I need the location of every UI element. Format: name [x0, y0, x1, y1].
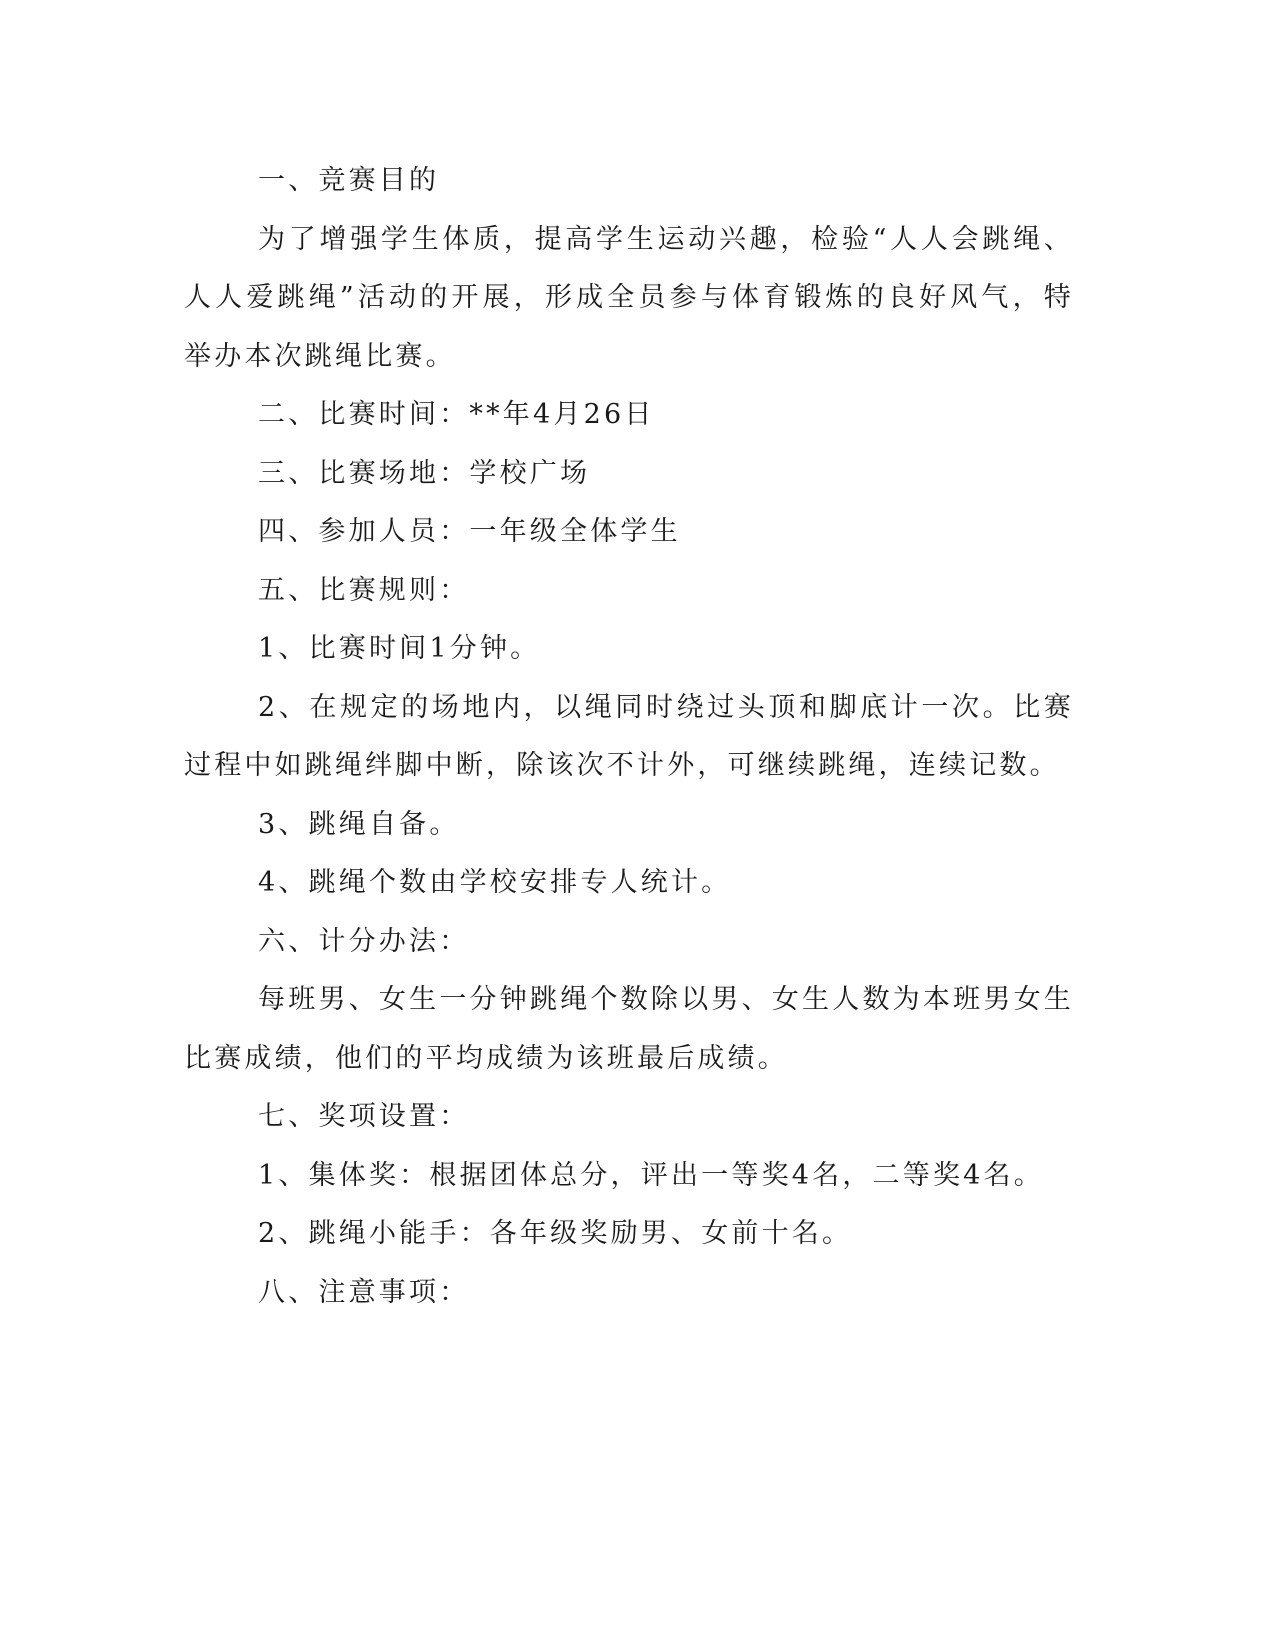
- rule-item-3: 3、跳绳自备。: [258, 808, 460, 840]
- heading-venue: 三、比赛场地：学校广场: [258, 457, 591, 489]
- award-item-2: 2、跳绳小能手：各年级奖励男、女前十名。: [258, 1218, 853, 1249]
- document-body: [184, 152, 1074, 1322]
- paragraph-purpose: 为了增强学生体质，提高学生运动兴趣，检验“人人会跳绳、人人爱跳绳”活动的开展，形成全员参与体育锻炼的良好风气，特举办本次跳绳比赛。: [184, 223, 1074, 372]
- heading-rules: 五、比赛规则：: [258, 574, 470, 606]
- heading-awards: 七、奖项设置：: [258, 1101, 470, 1132]
- heading-purpose: 一、竞赛目的: [258, 165, 440, 196]
- heading-notes: 八、注意事项：: [258, 1276, 470, 1308]
- heading-time: 二、比赛时间：**年4月26日: [258, 399, 655, 430]
- rule-item-2: 2、在规定的场地内，以绳同时绕过头顶和脚底计一次。比赛过程中如跳绳绊脚中断，除该次不计外，可继续跳绳，连续记数。: [184, 691, 1074, 781]
- rule-item-4: 4、跳绳个数由学校安排专人统计。: [258, 867, 732, 898]
- rule-item-1: 1、比赛时间1分钟。: [258, 633, 541, 664]
- award-item-1: 1、集体奖：根据团体总分，评出一等奖4名，二等奖4名。: [258, 1159, 1044, 1191]
- paragraph-scoring: 每班男、女生一分钟跳绳个数除以男、女生人数为本班男女生比赛成绩，他们的平均成绩为该班最后成绩。: [184, 984, 1074, 1074]
- heading-participants: 四、参加人员：一年级全体学生: [258, 516, 681, 547]
- heading-scoring: 六、计分办法：: [258, 925, 470, 957]
